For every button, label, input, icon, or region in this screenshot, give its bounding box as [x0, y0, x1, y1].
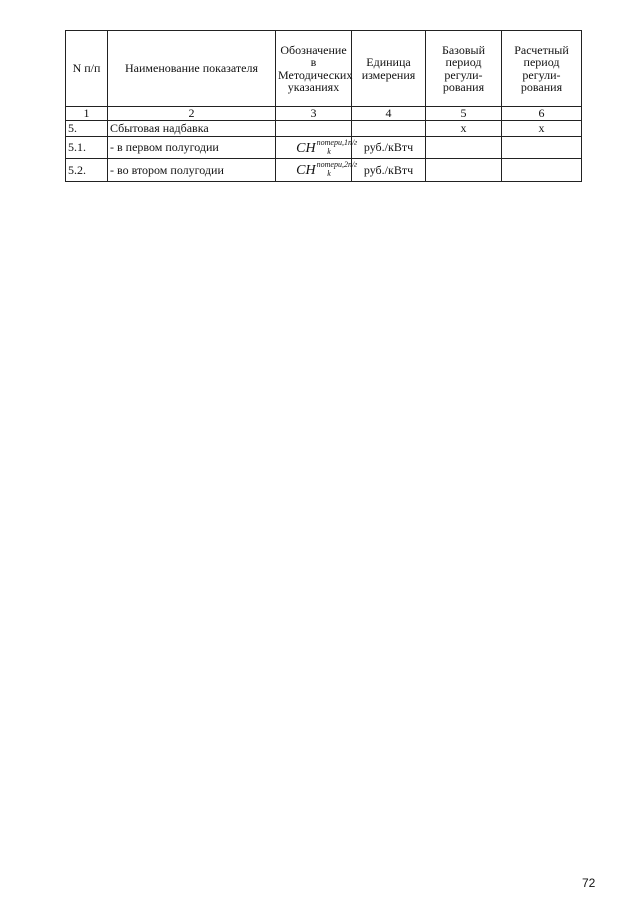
column-number: 2 — [108, 107, 276, 121]
symbol-superscript: потери,2п/г — [316, 160, 358, 169]
indicators-table — [65, 30, 582, 182]
column-number: 6 — [502, 107, 582, 121]
header-n: N п/п — [66, 31, 108, 107]
row-base-value — [426, 159, 502, 182]
row-unit — [352, 120, 426, 136]
header-designation: Обозначение в Методических указаниях — [276, 31, 352, 107]
column-number: 5 — [426, 107, 502, 121]
column-number-row — [66, 107, 582, 121]
symbol-superscript: потери,1п/г — [316, 137, 358, 147]
row-number: 5.2. — [66, 159, 108, 182]
header-unit: Единица измерения — [352, 31, 426, 107]
row-symbol — [276, 159, 358, 182]
row-number: 5. — [66, 120, 108, 136]
formula-symbol — [296, 137, 358, 156]
row-calc-value — [502, 136, 582, 159]
symbol-subscript: k — [327, 169, 331, 178]
header-calc-period: Расчетный период регули-рования — [502, 31, 582, 107]
row-unit: руб./кВтч — [352, 136, 426, 159]
row-calc-value: x — [502, 120, 582, 136]
header-row — [66, 31, 582, 107]
row-calc-value — [502, 159, 582, 182]
row-name: - в первом полугодии — [108, 136, 276, 159]
row-symbol — [276, 120, 352, 136]
table-row — [66, 120, 582, 136]
symbol-base: СН — [296, 140, 316, 156]
table-row — [66, 159, 582, 182]
row-number: 5.1. — [66, 136, 108, 159]
table-row — [66, 136, 582, 159]
column-number: 4 — [352, 107, 426, 121]
column-number: 1 — [66, 107, 108, 121]
page-number: 72 — [582, 876, 596, 890]
symbol-base: СН — [296, 163, 316, 178]
symbol-subscript: k — [327, 146, 331, 156]
row-name: Сбытовая надбавка — [108, 120, 276, 136]
row-name: - во втором полугодии — [108, 159, 276, 182]
header-base-period: Базовый период регули-рования — [426, 31, 502, 107]
header-name: Наименование показателя — [108, 31, 276, 107]
row-symbol — [276, 136, 358, 159]
row-base-value — [426, 136, 502, 159]
row-unit: руб./кВтч — [352, 159, 426, 182]
column-number: 3 — [276, 107, 352, 121]
formula-symbol — [296, 160, 358, 178]
row-base-value: x — [426, 120, 502, 136]
